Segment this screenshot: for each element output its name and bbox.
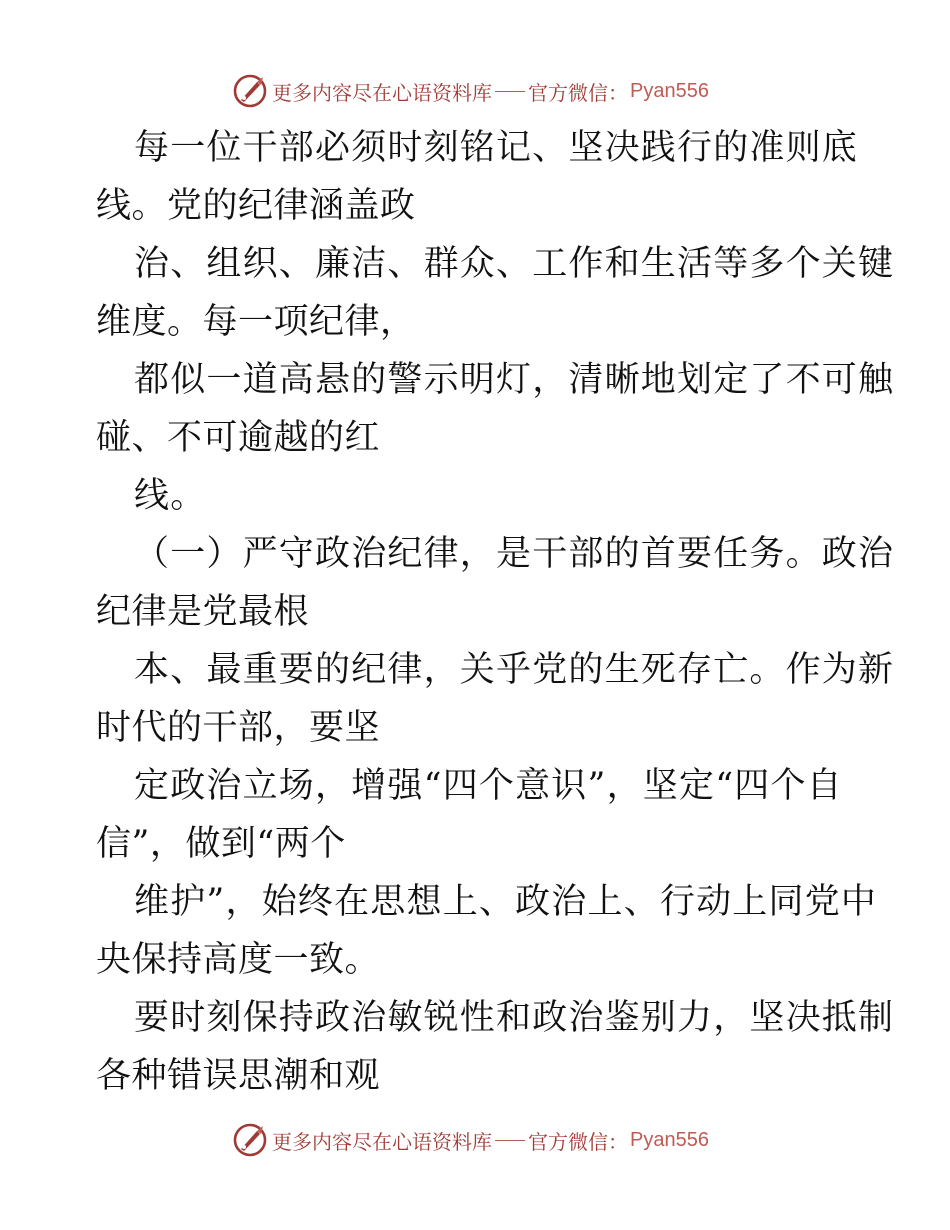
text-line: （一）严守政治纪律，是干部的首要任务。政治 xyxy=(134,534,895,574)
text-line: 信”，做到“两个 xyxy=(96,824,346,864)
text-line: 各种错误思潮和观 xyxy=(96,1056,381,1096)
text-line: 都似一道高悬的警示明灯，清晰地划定了不可触 xyxy=(134,360,895,400)
text-line: 治、组织、廉洁、群众、工作和生活等多个关键 xyxy=(134,244,895,284)
footer-banner xyxy=(232,1120,709,1160)
footer-banner-divider xyxy=(495,1140,525,1141)
text-line: 碰、不可逾越的红 xyxy=(96,418,381,458)
footer-banner-text: 更多内容尽在心语资料库 xyxy=(272,1129,492,1154)
text-line: 时代的干部，要坚 xyxy=(96,708,381,748)
text-line: 每一位干部必须时刻铭记、坚决践行的准则底 xyxy=(134,128,859,168)
quill-logo-icon xyxy=(232,1122,268,1158)
text-line: 线。党的纪律涵盖政 xyxy=(96,186,416,226)
header-banner-id: Pyan556 xyxy=(630,79,709,102)
document-body xyxy=(96,119,895,1105)
text-line: 央保持高度一致。 xyxy=(96,940,381,980)
header-banner-text: 更多内容尽在心语资料库 xyxy=(272,80,492,105)
quill-logo-icon xyxy=(232,73,268,109)
footer-banner-id: Pyan556 xyxy=(630,1128,709,1151)
text-line: 定政治立场，增强“四个意识”，坚定“四个自 xyxy=(134,766,843,806)
header-banner-divider xyxy=(495,91,525,92)
text-line: 维度。每一项纪律， xyxy=(96,302,416,342)
header-banner xyxy=(232,71,709,111)
text-line: 线。 xyxy=(134,476,207,516)
text-line: 本、最重要的纪律，关乎党的生死存亡。作为新 xyxy=(134,650,895,690)
text-line: 要时刻保持政治敏锐性和政治鉴别力，坚决抵制 xyxy=(134,998,895,1038)
text-line: 纪律是党最根 xyxy=(96,592,310,632)
header-banner-label: 官方微信： xyxy=(528,80,628,105)
text-line: 维护”，始终在思想上、政治上、行动上同党中 xyxy=(134,882,878,922)
footer-banner-label: 官方微信： xyxy=(528,1129,628,1154)
